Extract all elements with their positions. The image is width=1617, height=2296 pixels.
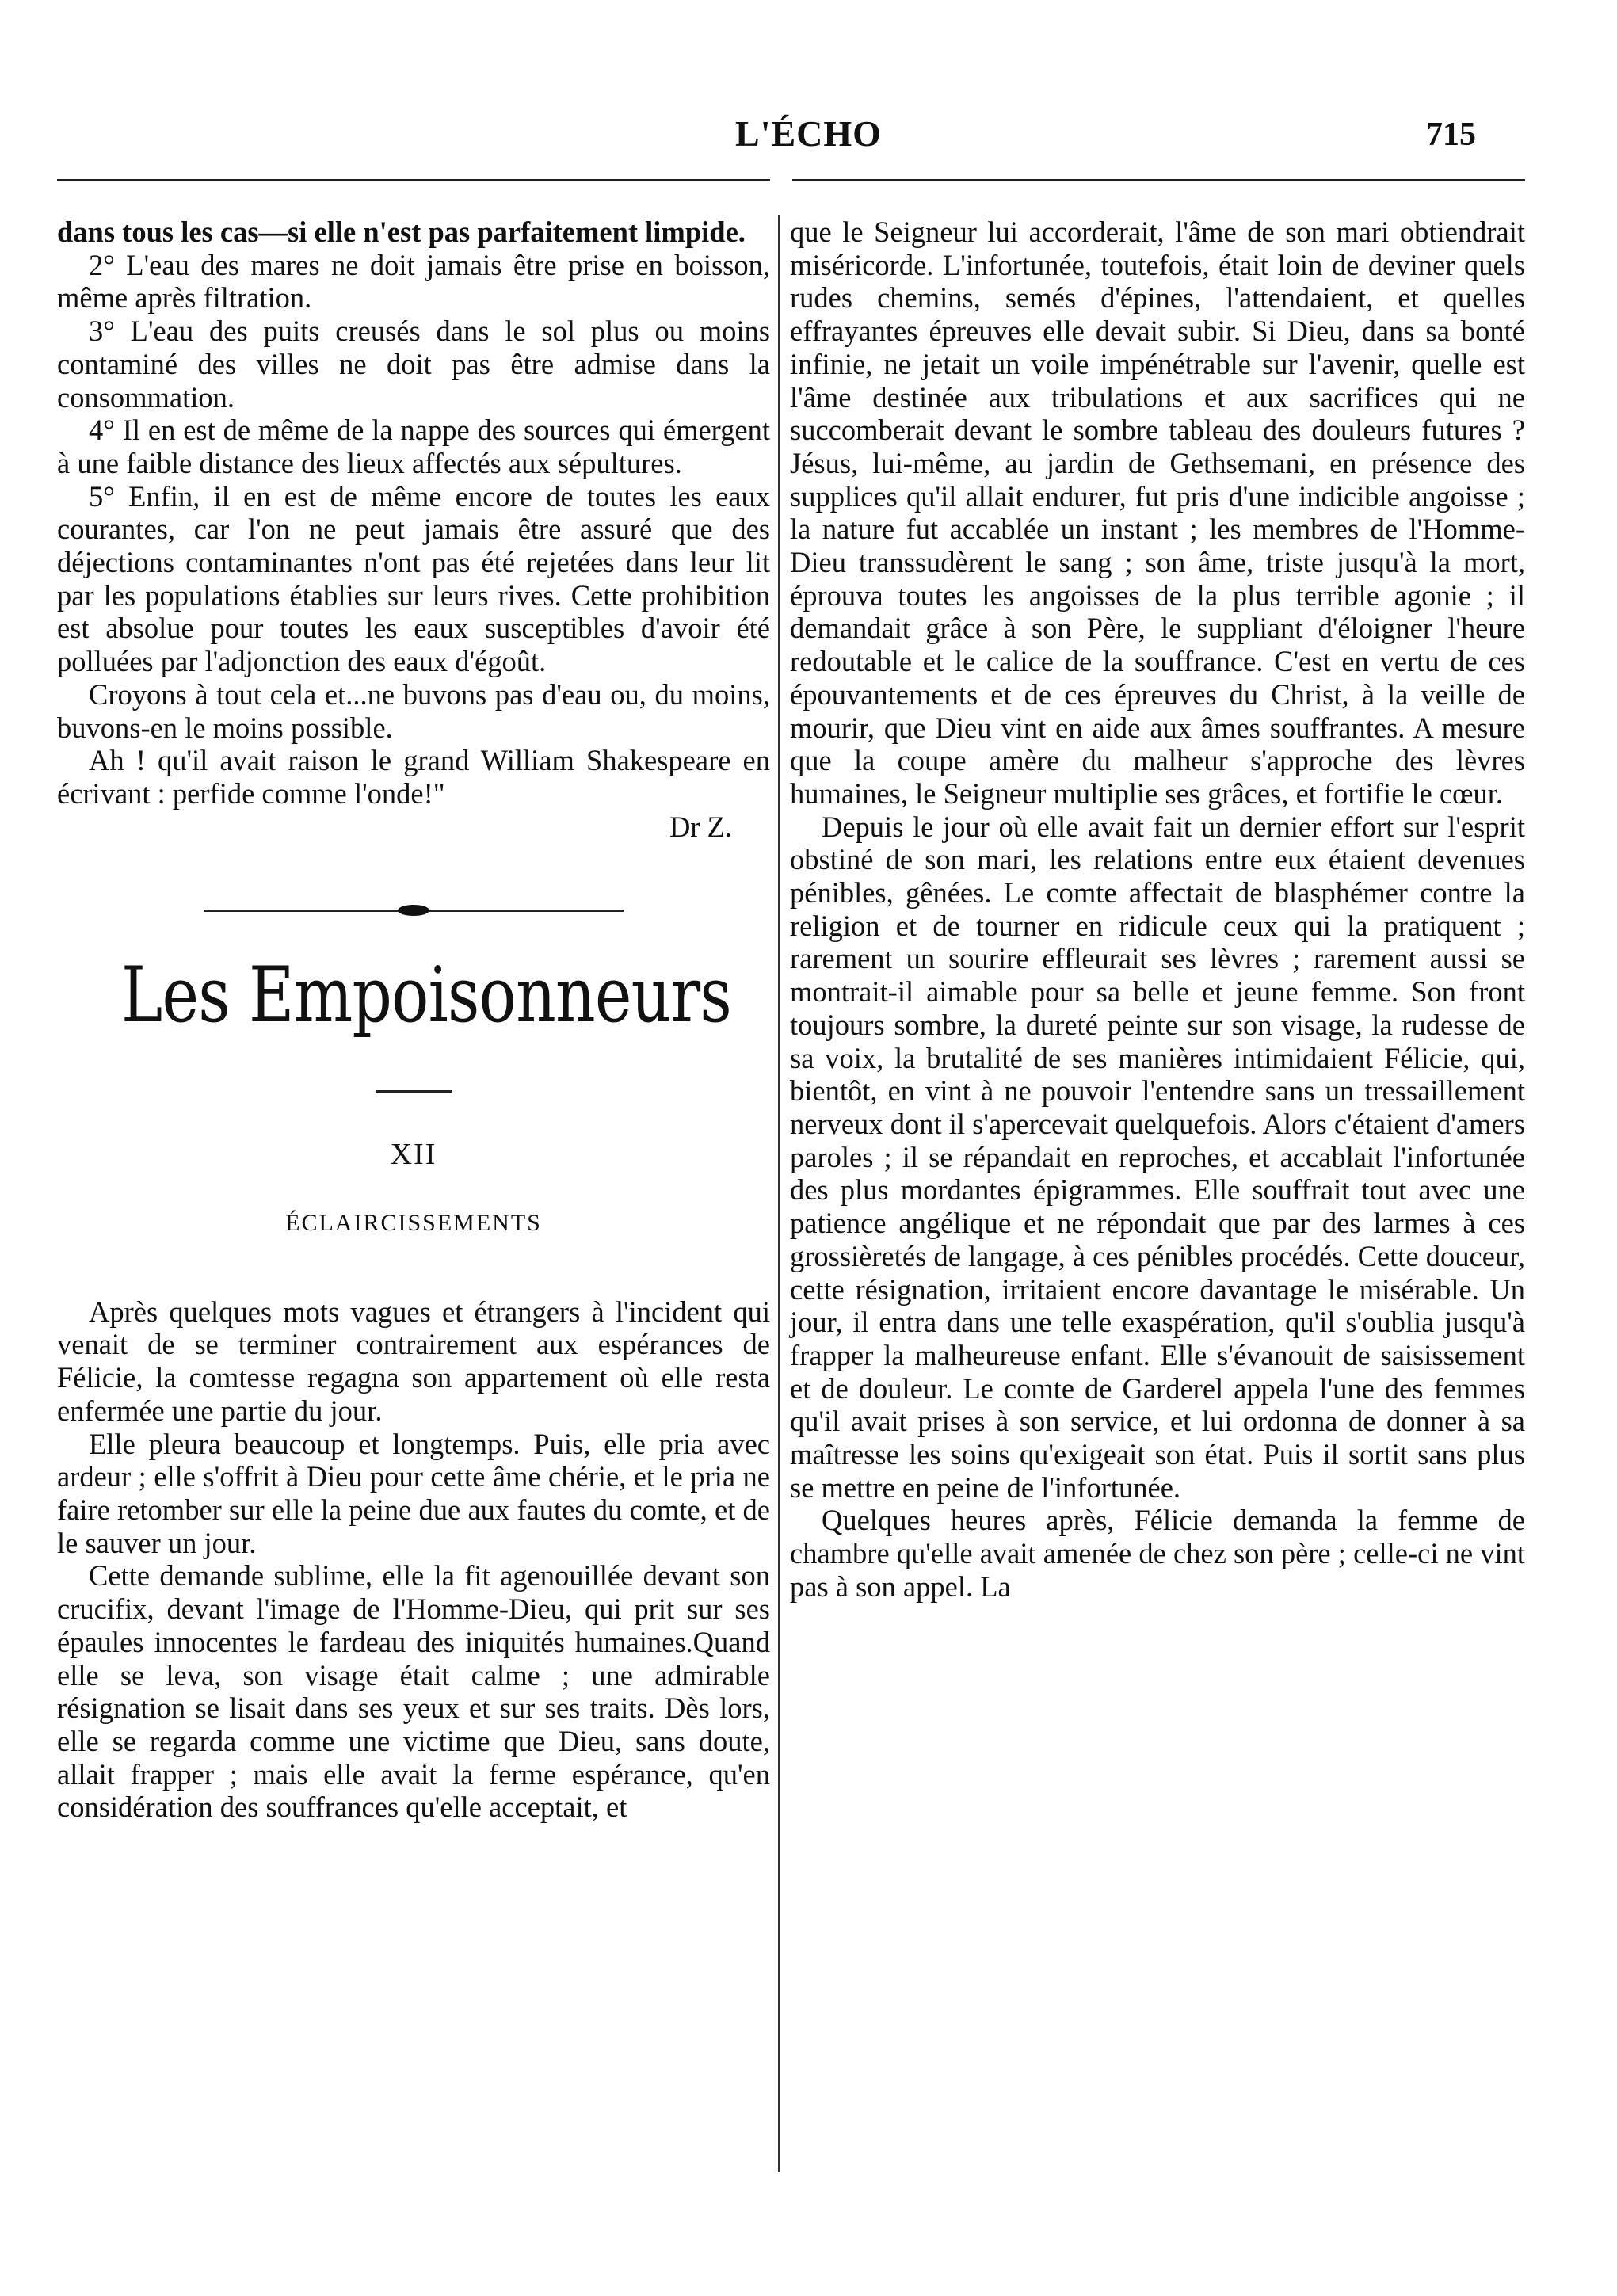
column-divider bbox=[778, 215, 780, 2172]
paragraph: Après quelques mots vagues et étrangers à l'incident qui venait de se terminer contrairement aux espérances de Félicie, la comtesse regagna son appartement où elle resta enfermée une partie du jour. bbox=[57, 1295, 770, 1427]
paragraph: 2° L'eau des mares ne doit jamais être prise en boisson, même après filtration. bbox=[57, 248, 770, 315]
right-column bbox=[790, 215, 1525, 2296]
chapter-title: ÉCLAIRCISSEMENTS bbox=[285, 1210, 542, 1237]
page-number: 715 bbox=[1426, 116, 1476, 153]
chapter-number: XII bbox=[390, 1138, 437, 1172]
paragraph: Quelques heures après, Félicie demanda la femme de chambre qu'elle avait amenée de chez son père ; celle-ci ne vint pas à son appel. La bbox=[790, 1504, 1525, 1603]
paragraph: Depuis le jour où elle avait fait un dernier effort sur l'esprit obstiné de son mari, les relations entre eux étaient devenues pénibles, gênées. Le comte affectait de blasphémer contre la religion et de tourner en ridicule ceux qui la pratiquent ; rarement un sourire effleurait ses lèvres ; rarement aussi se montrait-il aimable pour sa belle et jeune femme. Son front toujours sombre, la dureté peinte sur son visage, la rudesse de sa voix, la brutalité de ses manières intimidaient Félicie, qui, bientôt, en vint à ne pouvoir l'entendre sans un tressaillement nerveux dont il s'apercevait quelquefois. Alors c'étaient d'amers paroles ; il se répandait en reproches, et accablait l'infortunée des plus mordantes épigrammes. Elle souffrait tout avec une patience angélique et ne répondait que par des larmes à ces grossièretés de langage, à ces pénibles procédés. Cette douceur, cette résignation, irritaient encore davantage le misérable. Un jour, il entra dans une telle exaspération, qu'il s'oublia jusqu'à frapper la malheureuse enfant. Elle s'évanouit de saisissement et de douleur. Le comte de Garderel appela l'une des femmes qu'il avait prises à son service, et lui ordonna de donner à sa maîtresse les soins qu'exigeait son état. Puis il sortit sans plus se mettre en peine de l'infortunée. bbox=[790, 810, 1525, 1504]
paragraph: 5° Enfin, il en est de même encore de toutes les eaux courantes, car l'on ne peut jamais être assuré que des déjections contaminantes n'ont pas été rejetées dans leur lit par les populations établies sur leurs rives. Cette prohibition est absolue pour toutes les eaux susceptibles d'avoir été polluées par l'adjonction des eaux d'égoût. bbox=[57, 479, 770, 678]
paragraph: Cette demande sublime, elle la fit agenouillée devant son crucifix, devant l'image de l'Homme-Dieu, qui prit sur ses épaules innocentes le fardeau des iniquités humaines.Quand elle se leva, son visage était calme ; une admirable résignation se lisait dans ses yeux et sur ses traits. Dès lors, elle se regarda comme une victime que Dieu, sans doute, allait frapper ; mais elle avait la ferme espérance, qu'en considération des souffrances qu'elle acceptait, et bbox=[57, 1559, 770, 1824]
story-title: Les Empoisonneurs bbox=[121, 951, 731, 1040]
paragraph: que le Seigneur lui accorderait, l'âme de son mari obtiendrait miséricorde. L'infortunée, toutefois, était loin de deviner quels rudes chemins, semés d'épines, l'attendaient, et quelles effrayantes épreuves elle devait subir. Si Dieu, dans sa bonté infinie, ne jetait un voile impénétrable sur l'avenir, quelle est l'âme destinée aux tribulations et aux sacrifices qui ne succomberait devant le sombre tableau des douleurs futures ? Jésus, lui-même, au jardin de Gethsemani, en présence des supplices qu'il allait endurer, fut pris d'une indicible angoisse ; la nature fut accablée un instant ; les membres de l'Homme-Dieu transsudèrent le sang ; son âme, triste jusqu'à la mort, éprouva toutes les angoisses de la plus terrible agonie ; il demandait grâce à son Père, le suppliant d'éloigner l'heure redoutable et le calice de la souffrance. C'est en vertu de ces épouvantements et de ces épreuves du Christ, à la veille de mourir, que Dieu vint en aide aux âmes souffrantes. A mesure que la coupe amère du malheur s'approche des lèvres humaines, le Seigneur multiplie ses grâces, et fortifie le cœur. bbox=[790, 215, 1525, 810]
paragraph: Elle pleura beaucoup et longtemps. Puis, elle pria avec ardeur ; elle s'offrit à Dieu pour cette âme chérie, et le pria ne faire retomber sur elle la peine due aux fautes du comte, et de le sauver un jour. bbox=[57, 1427, 770, 1559]
paragraph: Ah ! qu'il avait raison le grand William Shakespeare en écrivant : perfide comme l'onde!" bbox=[57, 744, 770, 810]
signature: Dr Z. bbox=[669, 810, 732, 843]
header-rule-left bbox=[57, 179, 770, 181]
header-rule-right bbox=[792, 179, 1525, 181]
paragraph: 3° L'eau des puits creusés dans le sol plus ou moins contaminé des villes ne doit pas être admise dans la consommation. bbox=[57, 315, 770, 414]
paragraph: 4° Il en est de même de la nappe des sources qui émergent à une faible distance des lieux affectés aux sépultures. bbox=[57, 414, 770, 479]
paragraph: dans tous les cas—si elle n'est pas parfaitement limpide. bbox=[57, 215, 746, 248]
title-rule bbox=[376, 1090, 452, 1093]
ornament-divider bbox=[57, 905, 770, 916]
paragraph: Croyons à tout cela et...ne buvons pas d'eau ou, du moins, buvons-en le moins possible. bbox=[57, 677, 770, 744]
left-column bbox=[57, 215, 770, 2296]
page-title: L'ÉCHO bbox=[735, 113, 882, 154]
